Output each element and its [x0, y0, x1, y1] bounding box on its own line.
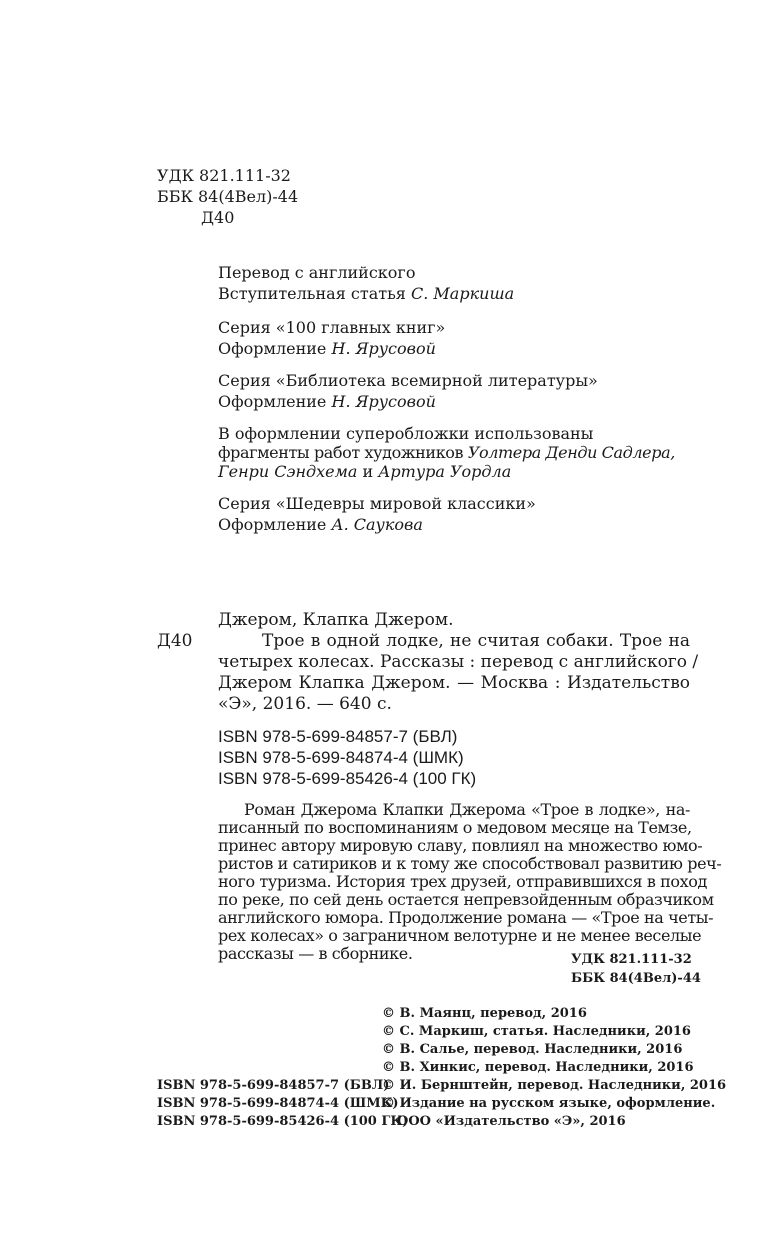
artist-name: Генри Сэндхема [218, 462, 358, 481]
annotation-line: ристов и сатириков и к тому же способствовал развитию реч- [218, 854, 722, 873]
isbn-100gk: ISBN 978-5-699-85426-4 (100 ГК) [218, 769, 477, 788]
design-label: Оформление [218, 392, 327, 411]
copyright-line: © С. Маркиш, статья. Наследники, 2016 [382, 1024, 691, 1039]
artist-name: Артура Уордла [378, 462, 512, 481]
design-label: Оформление [218, 515, 327, 534]
copyright-line: © В. Маянц, перевод, 2016 [382, 1006, 587, 1021]
series-100-books: Серия «100 главных книг» [218, 318, 446, 337]
cover-credit-line-3 [218, 462, 511, 482]
annotation-line-last: рассказы — в сборнике. [218, 944, 413, 963]
series-masterpieces: Серия «Шедевры мировой классики» [218, 494, 536, 513]
cover-credit-line-2 [218, 443, 675, 463]
annotation-line: принес автору мировую славу, повлиял на множество юмо- [218, 836, 703, 855]
cover-credit-line-1: В оформлении суперобложки использованы [218, 424, 594, 443]
annotation-line: по реке, по сей день остается непревзойденным образчиком [218, 890, 714, 909]
bib-line-2: четырех колесах. Рассказы : перевод с английского / [218, 652, 699, 672]
artist-names: Уолтера Денди Садлера, [467, 443, 675, 462]
translation-credit: Перевод с английского [218, 263, 416, 282]
annotation-line: Роман Джерома Клапки Джерома «Трое в лодке», на- [244, 800, 690, 819]
cover-prefix: фрагменты работ художников [218, 443, 464, 462]
design-label: Оформление [218, 339, 327, 358]
author-heading: Джером, Клапка Джером. [218, 610, 454, 630]
copyright-line: © В. Салье, перевод. Наследники, 2016 [382, 1042, 683, 1057]
design-credit-3 [218, 515, 423, 535]
bib-line-1: Трое в одной лодке, не считая собаки. Трое на [262, 631, 690, 651]
isbn-line: ISBN 978-5-699-85426-4 (100 ГК) [157, 1114, 409, 1129]
copyright-line: © И. Бернштейн, перевод. Наследники, 2016 [382, 1078, 727, 1093]
bib-line-4: «Э», 2016. — 640 с. [218, 694, 392, 714]
annotation-line: английского юмора. Продолжение романа — «Трое на четы- [218, 908, 714, 927]
copyright-line: © Издание на русском языке, оформление. [382, 1096, 716, 1111]
annotation-bbk: ББК 84(4Вел)-44 [571, 971, 701, 986]
copyright-line: ООО «Издательство «Э», 2016 [397, 1114, 626, 1129]
intro-author: С. Маркиша [411, 284, 515, 303]
bib-line-3: Джером Клапка Джером. — Москва : Издательство [218, 673, 690, 693]
author-mark: Д40 [201, 208, 235, 227]
designer-name: Н. Ярусовой [331, 339, 436, 358]
annotation-line: писанный по воспоминаниям о медовом месяце на Темзе, [218, 818, 692, 837]
isbn-line: ISBN 978-5-699-84874-4 (ШМК) [157, 1096, 399, 1111]
isbn-bvl: ISBN 978-5-699-84857-7 (БВЛ) [218, 727, 458, 746]
designer-name: А. Саукова [331, 515, 423, 534]
annotation-line: ного туризма. История трех друзей, отправившихся в поход [218, 872, 707, 891]
designer-name: Н. Ярусовой [331, 392, 436, 411]
udk-code: УДК 821.111-32 [157, 166, 291, 185]
intro-label: Вступительная статья [218, 284, 406, 303]
isbn-shmk: ISBN 978-5-699-84874-4 (ШМК) [218, 748, 464, 767]
design-credit-1 [218, 339, 436, 359]
annotation-line: рех колесах» о заграничном велотурне и не менее веселые [218, 926, 702, 945]
bbk-code: ББК 84(4Вел)-44 [157, 187, 299, 206]
conjunction: и [362, 462, 374, 481]
intro-credit [218, 284, 514, 304]
isbn-line: ISBN 978-5-699-84857-7 (БВЛ) [157, 1078, 390, 1093]
copyright-line: © В. Хинкис, перевод. Наследники, 2016 [382, 1060, 694, 1075]
series-world-library: Серия «Библиотека всемирной литературы» [218, 371, 598, 390]
bib-author-mark: Д40 [157, 631, 193, 651]
design-credit-2 [218, 392, 436, 412]
annotation-udk: УДК 821.111-32 [571, 952, 692, 967]
